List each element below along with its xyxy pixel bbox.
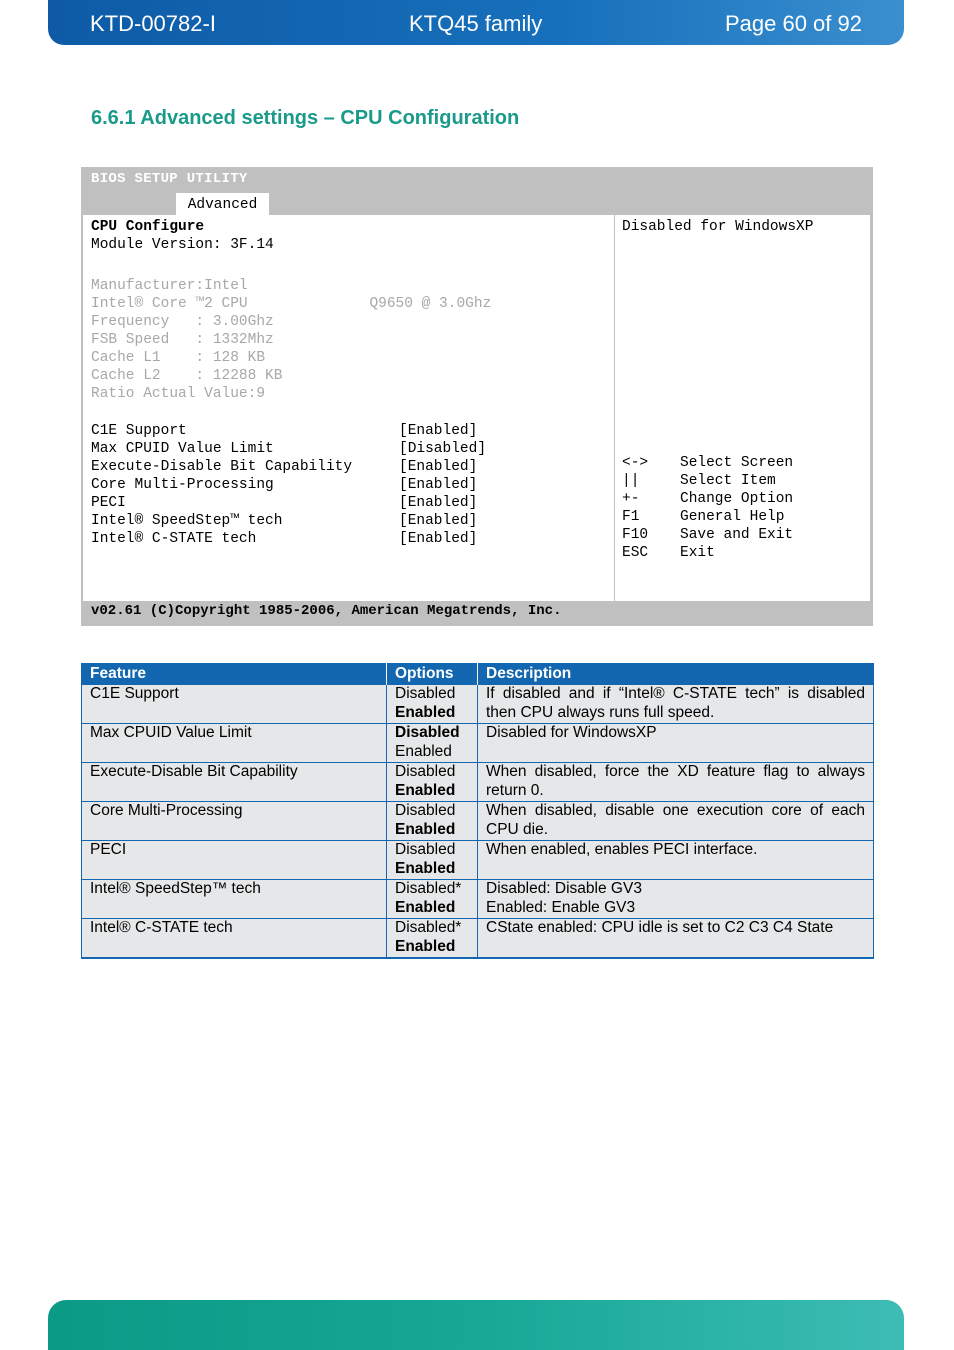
key-action: Select Screen xyxy=(680,455,794,471)
setting-name[interactable]: Core Multi-Processing xyxy=(91,477,274,493)
option-value: Disabled* xyxy=(395,919,462,936)
feature-cell: C1E Support xyxy=(82,685,387,724)
table-row xyxy=(82,841,874,880)
cpu-info-line: Cache L1 : 128 KB xyxy=(91,350,266,366)
section-title: 6.6.1 Advanced settings – CPU Configuration xyxy=(91,107,520,129)
cpu-info-line: Frequency : 3.00Ghz xyxy=(91,314,274,330)
bios-heading: CPU Configure xyxy=(91,219,205,235)
options-cell xyxy=(387,919,478,959)
option-value: Enabled xyxy=(395,937,456,955)
description-cell xyxy=(478,685,874,724)
setting-name[interactable]: Execute-Disable Bit Capability xyxy=(91,459,353,475)
option-value: Disabled xyxy=(395,685,456,702)
options-cell xyxy=(387,763,478,802)
setting-value[interactable]: [Enabled] xyxy=(399,531,478,547)
table-row xyxy=(82,724,874,763)
table-row xyxy=(82,685,874,724)
key-name: F1 xyxy=(622,509,640,525)
feature-cell: Max CPUID Value Limit xyxy=(82,724,387,763)
cpu-info-line: FSB Speed : 1332Mhz xyxy=(91,332,274,348)
product-family: KTQ45 family xyxy=(409,11,543,36)
description-text: When disabled, disable one execution core of each CPU die. xyxy=(486,802,865,838)
key-action: General Help xyxy=(680,509,785,525)
description-text: When enabled, enables PECI interface. xyxy=(486,841,758,858)
setting-name[interactable]: C1E Support xyxy=(91,423,187,439)
cpu-info-line: Manufacturer:Intel xyxy=(91,278,248,294)
column-header-feature: Feature xyxy=(82,663,387,685)
table-row xyxy=(82,880,874,919)
description-cell xyxy=(478,802,874,841)
setting-name[interactable]: PECI xyxy=(91,495,126,511)
module-version: Module Version: 3F.14 xyxy=(91,237,274,253)
option-value: Disabled xyxy=(395,724,460,741)
options-cell xyxy=(387,685,478,724)
feature-cell: PECI xyxy=(82,841,387,880)
page-number: Page 60 of 92 xyxy=(724,11,862,36)
key-name: F10 xyxy=(622,527,649,543)
table-row xyxy=(82,919,874,959)
feature-cell: Core Multi-Processing xyxy=(82,802,387,841)
help-text: Disabled for WindowsXP xyxy=(622,219,814,235)
option-value: Enabled xyxy=(395,859,456,877)
key-name: || xyxy=(622,473,640,489)
setting-value[interactable]: [Enabled] xyxy=(399,495,478,511)
bios-screenshot xyxy=(81,167,873,626)
key-action: Exit xyxy=(680,545,715,561)
key-action: Save and Exit xyxy=(680,527,794,543)
description-cell xyxy=(478,919,874,959)
feature-cell: Intel® C-STATE tech xyxy=(82,919,387,959)
key-action: Select Item xyxy=(680,473,776,489)
description-text: When disabled, force the XD feature flag to always return 0. xyxy=(486,763,865,799)
key-name: ESC xyxy=(622,545,649,561)
bios-title: BIOS SETUP UTILITY xyxy=(91,171,248,187)
table-row xyxy=(82,802,874,841)
bios-copyright: v02.61 (C)Copyright 1985-2006, American Megatrends, Inc. xyxy=(91,603,562,619)
option-value: Enabled xyxy=(395,703,456,721)
page-footer-bar xyxy=(48,1300,904,1350)
option-value: Disabled xyxy=(395,802,456,819)
options-cell xyxy=(387,724,478,763)
description-text: CState enabled: CPU idle is set to C2 C3 C4 State xyxy=(486,919,834,936)
option-value: Enabled xyxy=(395,898,456,916)
feature-cell: Intel® SpeedStep™ tech xyxy=(82,880,387,919)
cpu-info-line: Cache L2 : 12288 KB xyxy=(91,368,283,384)
option-value: Enabled xyxy=(395,820,456,838)
description-cell xyxy=(478,763,874,802)
setting-value[interactable]: [Enabled] xyxy=(399,423,478,439)
option-value: Disabled xyxy=(395,763,456,780)
bios-help-panel xyxy=(615,215,870,601)
description-cell xyxy=(478,841,874,880)
cpu-info-line: Ratio Actual Value:9 xyxy=(91,386,266,402)
bios-main-panel xyxy=(83,215,614,601)
description-text: If disabled and if “Intel® C-STATE tech” is disabled then CPU always runs full speed. xyxy=(486,685,865,721)
tab-advanced[interactable]: Advanced xyxy=(176,193,269,216)
table-header-row xyxy=(82,663,874,685)
table-row xyxy=(82,763,874,802)
document-id: KTD-00782-I xyxy=(90,11,216,36)
setting-name[interactable]: Max CPUID Value Limit xyxy=(91,441,274,457)
option-value: Disabled* xyxy=(395,880,462,897)
options-cell xyxy=(387,841,478,880)
options-cell xyxy=(387,802,478,841)
option-value: Disabled xyxy=(395,841,456,858)
cpu-info-line: Intel® Core ™2 CPU Q9650 @ 3.0Ghz xyxy=(91,296,492,312)
setting-name[interactable]: Intel® C-STATE tech xyxy=(91,531,257,547)
key-name: <-> xyxy=(622,455,649,471)
setting-value[interactable]: [Enabled] xyxy=(399,513,478,529)
setting-name[interactable]: Intel® SpeedStep™ tech xyxy=(91,513,283,529)
setting-value[interactable]: [Enabled] xyxy=(399,477,478,493)
key-action: Change Option xyxy=(680,491,794,507)
description-text: Disabled for WindowsXP xyxy=(486,724,657,741)
description-cell xyxy=(478,724,874,763)
feature-table xyxy=(81,663,874,959)
description-text: Enabled: Enable GV3 xyxy=(486,898,636,916)
key-name: +- xyxy=(622,491,640,507)
option-value: Enabled xyxy=(395,781,456,799)
setting-value[interactable]: [Disabled] xyxy=(399,441,487,457)
column-header-options: Options xyxy=(387,663,478,685)
description-text: Disabled: Disable GV3 xyxy=(486,880,642,897)
column-header-description: Description xyxy=(478,663,874,685)
setting-value[interactable]: [Enabled] xyxy=(399,459,478,475)
description-cell xyxy=(478,880,874,919)
feature-cell: Execute-Disable Bit Capability xyxy=(82,763,387,802)
options-cell xyxy=(387,880,478,919)
option-value: Enabled xyxy=(395,742,452,760)
page-header xyxy=(48,0,904,45)
